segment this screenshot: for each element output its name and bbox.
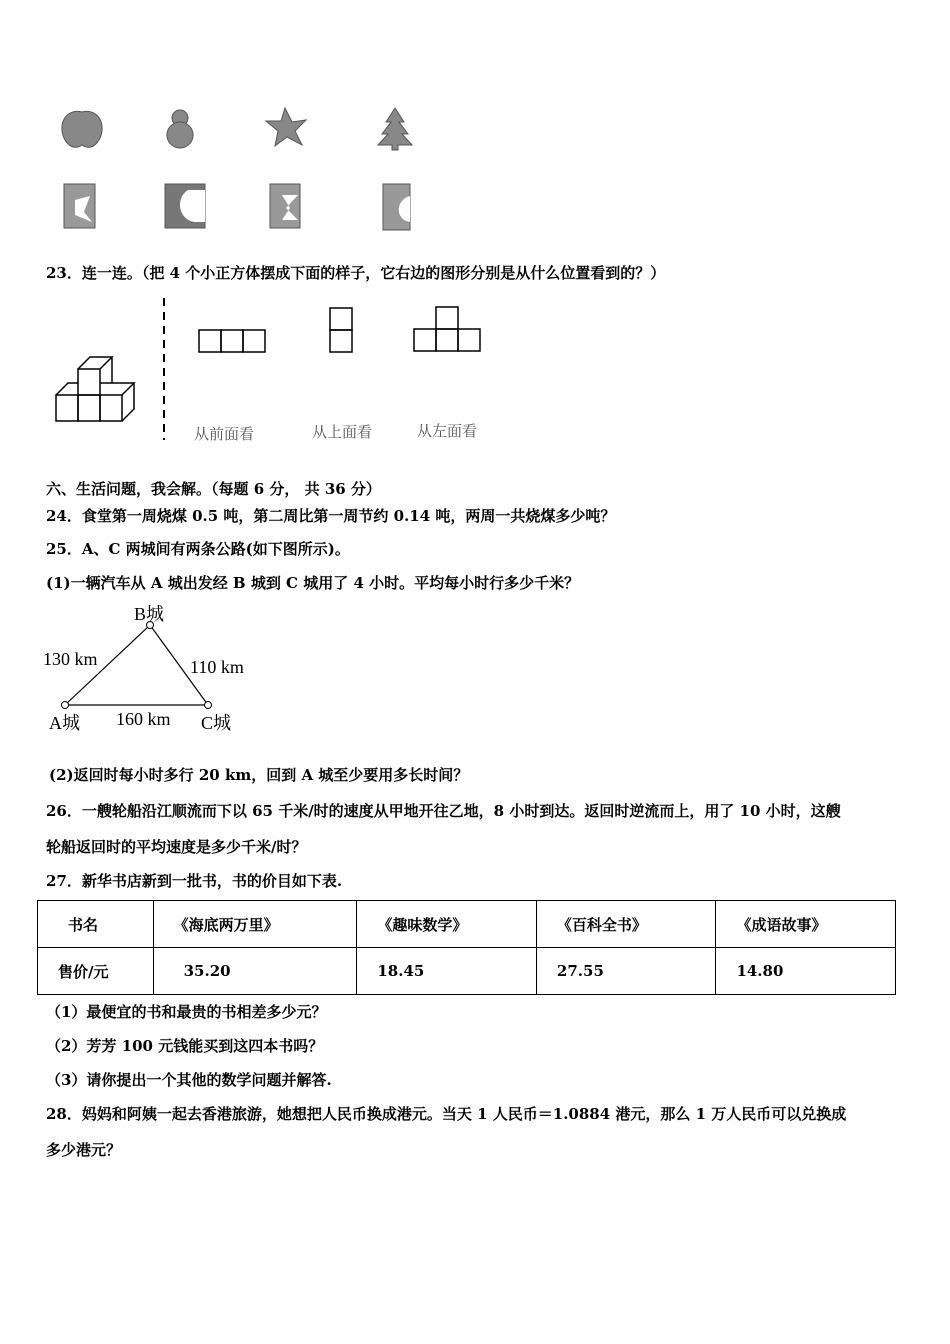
gourd-icon xyxy=(167,110,193,148)
flower-icon xyxy=(266,108,306,146)
q26-line1: 26．一艘轮船沿江顺流而下以 65 千米/时的速度从甲地开往乙地，8 小时到达。返回时逆流而上，用了 10 小时，这艘 xyxy=(46,802,841,820)
q27-sub3: （3）请你提出一个其他的数学问题并解答. xyxy=(46,1071,332,1089)
q28-line2: 多少港元？ xyxy=(46,1141,122,1159)
table-cell: 《成语故事》 xyxy=(716,901,896,948)
table-cell: 18.45 xyxy=(357,948,537,995)
table-cell: 14.80 xyxy=(716,948,896,995)
q22-figures xyxy=(0,0,950,460)
book-price-table xyxy=(37,900,896,995)
section-6-heading: 六、生活问题，我会解。（每题 6 分， 共 36 分） xyxy=(46,480,381,498)
label-front: 从前面看 xyxy=(194,425,255,443)
table-header-row xyxy=(38,901,896,948)
q27-sub1: （1）最便宜的书和最贵的书相差多少元？ xyxy=(46,1003,327,1021)
q27-sub2: （2）芳芳 100 元钱能买到这四本书吗？ xyxy=(46,1037,324,1055)
cube-stack-drawing xyxy=(56,357,134,421)
tree-icon xyxy=(378,108,412,150)
q25-text: 25．A、C 两城间有两条公路(如下图所示)。 xyxy=(46,540,350,558)
apple-icon xyxy=(62,111,102,147)
q25-part1: (1)一辆汽车从 A 城出发经 B 城到 C 城用了 4 小时。平均每小时行多少千米？ xyxy=(46,574,580,592)
top-view xyxy=(330,308,352,352)
front-view xyxy=(199,330,265,352)
q26-line2: 轮船返回时的平均速度是多少千米/时？ xyxy=(46,838,307,856)
distance-bc: 110 km xyxy=(190,657,244,677)
distance-ac: 160 km xyxy=(116,709,171,729)
label-left: 从左面看 xyxy=(417,422,478,440)
q27-text: 27．新华书店新到一批书，书的价目如下表. xyxy=(46,872,343,890)
q23-text: 23．连一连。（把 4 个小正方体摆成下面的样子，它右边的图形分别是从什么位置看到的？） xyxy=(46,264,666,282)
q24-text: 24．食堂第一周烧煤 0.5 吨，第二周比第一周节约 0.14 吨，两周一共烧煤多少吨？ xyxy=(46,507,616,525)
city-c-label: C城 xyxy=(201,713,232,733)
city-a-label: A城 xyxy=(49,713,80,733)
q28-line1: 28．妈妈和阿姨一起去香港旅游，她想把人民币换成港元。当天 1 人民币＝1.0884 港元，那么 1 万人民币可以兑换成 xyxy=(46,1105,847,1123)
label-top: 从上面看 xyxy=(312,423,373,441)
table-cell: 《海底两万里》 xyxy=(153,901,357,948)
distance-ab: 130 km xyxy=(43,649,98,669)
table-cell: 《百科全书》 xyxy=(536,901,716,948)
q25-part2: (2)返回时每小时多行 20 km，回到 A 城至少要用多长时间？ xyxy=(49,766,469,784)
left-view xyxy=(414,307,480,351)
table-row xyxy=(38,948,896,995)
city-b-label: B城 xyxy=(134,604,165,624)
table-cell: 售价/元 xyxy=(38,948,154,995)
table-cell: 27.55 xyxy=(536,948,716,995)
e-shape-3 xyxy=(270,184,300,228)
table-cell: 《趣味数学》 xyxy=(357,901,537,948)
table-cell: 书名 xyxy=(38,901,154,948)
table-cell: 35.20 xyxy=(153,948,357,995)
